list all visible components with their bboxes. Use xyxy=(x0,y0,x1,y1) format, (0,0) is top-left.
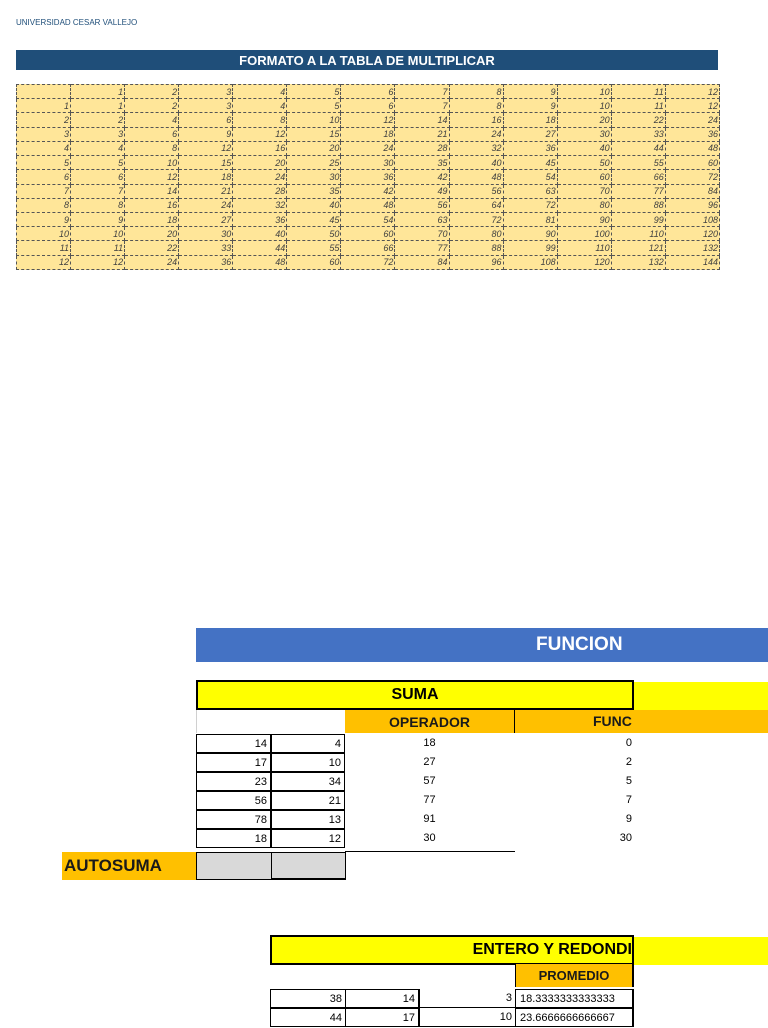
mult-cell[interactable]: 4 xyxy=(17,141,71,155)
mult-cell[interactable]: 7 xyxy=(395,99,449,113)
mult-cell[interactable]: 8 xyxy=(449,99,503,113)
mult-cell[interactable]: 64 xyxy=(449,198,503,212)
mult-cell[interactable]: 20 xyxy=(233,156,287,170)
mult-cell[interactable]: 49 xyxy=(395,184,449,198)
mult-cell[interactable]: 72 xyxy=(449,212,503,226)
suma-value-b[interactable]: 13 xyxy=(272,810,345,829)
mult-cell[interactable]: 66 xyxy=(611,170,665,184)
mult-cell[interactable]: 35 xyxy=(287,184,341,198)
mult-cell[interactable]: 3 xyxy=(17,127,71,141)
mult-cell[interactable]: 90 xyxy=(557,212,611,226)
mult-cell[interactable]: 4 xyxy=(125,113,179,127)
mult-cell[interactable]: 25 xyxy=(287,156,341,170)
mult-cell[interactable]: 50 xyxy=(557,156,611,170)
mult-cell[interactable]: 24 xyxy=(125,255,179,269)
suma-row xyxy=(196,772,636,791)
mult-cell[interactable]: 88 xyxy=(611,198,665,212)
mult-cell[interactable]: 110 xyxy=(557,241,611,255)
suma-value-b[interactable]: 21 xyxy=(272,791,345,810)
mult-cell[interactable]: 77 xyxy=(611,184,665,198)
header-blank-cell xyxy=(196,710,346,733)
mult-cell[interactable]: 10 xyxy=(287,113,341,127)
mult-cell[interactable]: 40 xyxy=(287,198,341,212)
mult-cell[interactable]: 14 xyxy=(395,113,449,127)
operador-result[interactable]: 18 xyxy=(423,737,436,749)
mult-cell[interactable]: 108 xyxy=(503,255,557,269)
mult-row xyxy=(17,255,720,269)
mult-cell[interactable]: 12 xyxy=(665,85,719,99)
mult-cell[interactable]: 99 xyxy=(503,241,557,255)
entero-row xyxy=(270,989,634,1008)
mult-cell[interactable]: 30 xyxy=(341,156,395,170)
mult-cell[interactable]: 1 xyxy=(71,99,125,113)
entero-value-b[interactable]: 14 xyxy=(346,989,420,1008)
mult-cell[interactable]: 80 xyxy=(557,198,611,212)
mult-cell[interactable]: 6 xyxy=(17,170,71,184)
suma-title-extension xyxy=(634,682,768,710)
mult-row xyxy=(17,170,720,184)
mult-cell[interactable]: 121 xyxy=(611,241,665,255)
mult-cell[interactable]: 11 xyxy=(71,241,125,255)
mult-cell[interactable]: 10 xyxy=(557,85,611,99)
operador-bottom-line xyxy=(345,851,515,852)
mult-cell[interactable]: 10 xyxy=(125,156,179,170)
mult-cell[interactable]: 6 xyxy=(341,85,395,99)
mult-cell[interactable]: 6 xyxy=(125,127,179,141)
mult-cell[interactable]: 6 xyxy=(179,113,233,127)
mult-cell[interactable]: 2 xyxy=(125,99,179,113)
mult-cell[interactable]: 70 xyxy=(557,184,611,198)
mult-cell[interactable]: 60 xyxy=(341,227,395,241)
mult-cell[interactable]: 16 xyxy=(125,198,179,212)
mult-cell[interactable]: 54 xyxy=(341,212,395,226)
suma-value-a[interactable]: 18 xyxy=(196,829,272,848)
funcion-result[interactable]: 5 xyxy=(625,775,632,787)
mult-cell[interactable]: 40 xyxy=(233,227,287,241)
entero-value-c[interactable]: 3 xyxy=(420,989,515,1008)
mult-cell[interactable]: 132 xyxy=(665,241,719,255)
entero-value-a[interactable]: 44 xyxy=(270,1008,346,1027)
mult-cell[interactable]: 11 xyxy=(611,99,665,113)
mult-cell[interactable]: 4 xyxy=(233,99,287,113)
mult-cell[interactable]: 10 xyxy=(17,227,71,241)
mult-cell[interactable]: 3 xyxy=(179,99,233,113)
suma-value-b[interactable]: 4 xyxy=(272,734,345,753)
mult-cell[interactable]: 42 xyxy=(395,170,449,184)
entero-title-extension xyxy=(634,937,768,965)
mult-cell[interactable]: 9 xyxy=(179,127,233,141)
mult-cell[interactable]: 24 xyxy=(233,170,287,184)
promedio-value[interactable]: 23.6666666666667 xyxy=(515,1008,634,1027)
mult-cell[interactable]: 24 xyxy=(179,198,233,212)
funcion-result[interactable]: 7 xyxy=(625,794,632,806)
mult-cell[interactable]: 22 xyxy=(125,241,179,255)
mult-row xyxy=(17,184,720,198)
mult-cell[interactable]: 6 xyxy=(341,99,395,113)
mult-cell[interactable]: 18 xyxy=(125,212,179,226)
mult-cell[interactable]: 120 xyxy=(557,255,611,269)
mult-cell[interactable]: 15 xyxy=(287,127,341,141)
mult-cell[interactable]: 108 xyxy=(665,212,719,226)
mult-cell[interactable]: 32 xyxy=(449,141,503,155)
mult-cell[interactable]: 81 xyxy=(503,212,557,226)
autosuma-cell-b[interactable] xyxy=(271,852,346,880)
mult-cell[interactable]: 96 xyxy=(449,255,503,269)
mult-cell[interactable]: 1 xyxy=(71,85,125,99)
mult-cell[interactable]: 2 xyxy=(125,85,179,99)
suma-value-a[interactable]: 14 xyxy=(196,734,272,753)
mult-cell[interactable] xyxy=(17,85,71,99)
mult-cell[interactable]: 5 xyxy=(17,156,71,170)
mult-cell[interactable]: 7 xyxy=(395,85,449,99)
mult-cell[interactable]: 9 xyxy=(503,85,557,99)
multiplication-table xyxy=(16,84,720,270)
mult-cell[interactable]: 54 xyxy=(503,170,557,184)
mult-cell[interactable]: 6 xyxy=(71,170,125,184)
mult-cell[interactable]: 9 xyxy=(71,212,125,226)
mult-cell[interactable]: 7 xyxy=(17,184,71,198)
mult-cell[interactable]: 20 xyxy=(125,227,179,241)
mult-cell[interactable]: 3 xyxy=(179,85,233,99)
mult-cell[interactable]: 63 xyxy=(503,184,557,198)
mult-cell[interactable]: 48 xyxy=(233,255,287,269)
mult-cell[interactable]: 2 xyxy=(17,113,71,127)
mult-cell[interactable]: 27 xyxy=(503,127,557,141)
mult-cell[interactable]: 27 xyxy=(179,212,233,226)
mult-cell[interactable]: 12 xyxy=(665,99,719,113)
entero-row xyxy=(270,1008,634,1027)
mult-cell[interactable]: 44 xyxy=(233,241,287,255)
mult-cell[interactable]: 60 xyxy=(557,170,611,184)
mult-cell[interactable]: 21 xyxy=(179,184,233,198)
mult-cell[interactable]: 1 xyxy=(17,99,71,113)
mult-cell[interactable]: 24 xyxy=(449,127,503,141)
mult-cell[interactable]: 12 xyxy=(125,170,179,184)
suma-value-a[interactable]: 23 xyxy=(196,772,272,791)
mult-cell[interactable]: 45 xyxy=(287,212,341,226)
operador-result[interactable]: 27 xyxy=(423,756,436,768)
mult-cell[interactable]: 72 xyxy=(503,198,557,212)
multiplication-table-title: FORMATO A LA TABLA DE MULTIPLICAR xyxy=(16,50,718,70)
mult-cell[interactable]: 18 xyxy=(503,113,557,127)
mult-cell[interactable]: 45 xyxy=(503,156,557,170)
mult-cell[interactable]: 132 xyxy=(611,255,665,269)
mult-cell[interactable]: 40 xyxy=(557,141,611,155)
mult-cell[interactable]: 60 xyxy=(287,255,341,269)
mult-cell[interactable]: 20 xyxy=(287,141,341,155)
mult-cell[interactable]: 28 xyxy=(395,141,449,155)
entero-value-c[interactable]: 10 xyxy=(420,1008,515,1027)
mult-cell[interactable]: 42 xyxy=(341,184,395,198)
mult-cell[interactable]: 55 xyxy=(287,241,341,255)
mult-cell[interactable]: 36 xyxy=(503,141,557,155)
mult-row xyxy=(17,241,720,255)
entero-redondeo-title xyxy=(270,935,634,965)
mult-cell[interactable]: 7 xyxy=(71,184,125,198)
mult-cell[interactable]: 30 xyxy=(179,227,233,241)
mult-cell[interactable]: 99 xyxy=(611,212,665,226)
mult-row xyxy=(17,127,720,141)
mult-cell[interactable]: 110 xyxy=(611,227,665,241)
mult-cell[interactable]: 5 xyxy=(287,99,341,113)
mult-cell[interactable]: 8 xyxy=(233,113,287,127)
mult-cell[interactable]: 50 xyxy=(287,227,341,241)
mult-cell[interactable]: 66 xyxy=(341,241,395,255)
entero-redondeo-title-label: ENTERO Y REDONDI xyxy=(472,941,632,958)
operador-result[interactable]: 30 xyxy=(423,832,436,844)
mult-row xyxy=(17,113,720,127)
mult-cell[interactable]: 15 xyxy=(179,156,233,170)
mult-cell[interactable]: 56 xyxy=(449,184,503,198)
mult-cell[interactable]: 8 xyxy=(71,198,125,212)
mult-cell[interactable]: 8 xyxy=(125,141,179,155)
autosuma-cell-a[interactable] xyxy=(196,852,272,880)
mult-cell[interactable]: 72 xyxy=(665,170,719,184)
mult-cell[interactable]: 33 xyxy=(611,127,665,141)
suma-value-b[interactable]: 12 xyxy=(272,829,345,848)
mult-cell[interactable]: 12 xyxy=(71,255,125,269)
mult-cell[interactable]: 40 xyxy=(449,156,503,170)
mult-cell[interactable]: 18 xyxy=(179,170,233,184)
mult-cell[interactable]: 24 xyxy=(341,141,395,155)
mult-cell[interactable]: 5 xyxy=(71,156,125,170)
suma-row xyxy=(196,791,636,810)
suma-row xyxy=(196,753,636,772)
funciones-banner xyxy=(196,628,768,662)
mult-cell[interactable]: 10 xyxy=(557,99,611,113)
mult-cell[interactable]: 77 xyxy=(395,241,449,255)
suma-title: SUMA xyxy=(196,680,634,710)
mult-cell[interactable]: 4 xyxy=(233,85,287,99)
mult-cell[interactable]: 48 xyxy=(341,198,395,212)
funcion-header-extension xyxy=(634,710,768,733)
mult-cell[interactable]: 100 xyxy=(557,227,611,241)
mult-cell[interactable]: 12 xyxy=(179,141,233,155)
mult-cell[interactable]: 70 xyxy=(395,227,449,241)
mult-cell[interactable]: 48 xyxy=(665,141,719,155)
entero-value-a[interactable]: 38 xyxy=(270,989,346,1008)
funcion-result[interactable]: 9 xyxy=(625,813,632,825)
mult-cell[interactable]: 60 xyxy=(665,156,719,170)
mult-cell[interactable]: 16 xyxy=(449,113,503,127)
mult-cell[interactable]: 16 xyxy=(233,141,287,155)
funcion-result[interactable]: 0 xyxy=(625,737,632,749)
mult-cell[interactable]: 30 xyxy=(287,170,341,184)
mult-cell[interactable]: 36 xyxy=(665,127,719,141)
mult-cell[interactable]: 36 xyxy=(233,212,287,226)
mult-cell[interactable]: 84 xyxy=(395,255,449,269)
mult-cell[interactable]: 90 xyxy=(503,227,557,241)
mult-cell[interactable]: 55 xyxy=(611,156,665,170)
mult-cell[interactable]: 35 xyxy=(395,156,449,170)
mult-cell[interactable]: 56 xyxy=(395,198,449,212)
funcion-header-label: FUNC xyxy=(593,713,632,729)
mult-row xyxy=(17,156,720,170)
operador-result[interactable]: 91 xyxy=(423,813,436,825)
mult-cell[interactable]: 88 xyxy=(449,241,503,255)
suma-value-a[interactable]: 56 xyxy=(196,791,272,810)
mult-cell[interactable]: 120 xyxy=(665,227,719,241)
mult-row xyxy=(17,99,720,113)
mult-cell[interactable]: 2 xyxy=(71,113,125,127)
operador-result[interactable]: 77 xyxy=(423,794,436,806)
promedio-value[interactable]: 18.3333333333333 xyxy=(515,989,634,1008)
mult-row xyxy=(17,141,720,155)
autosuma-label: AUTOSUMA xyxy=(62,852,196,880)
mult-cell[interactable]: 20 xyxy=(557,113,611,127)
mult-cell[interactable]: 5 xyxy=(287,85,341,99)
funcion-result[interactable]: 2 xyxy=(625,756,632,768)
mult-cell[interactable]: 11 xyxy=(17,241,71,255)
mult-cell[interactable]: 33 xyxy=(179,241,233,255)
mult-cell[interactable]: 48 xyxy=(449,170,503,184)
mult-cell[interactable]: 44 xyxy=(611,141,665,155)
mult-cell[interactable]: 21 xyxy=(395,127,449,141)
mult-cell[interactable]: 36 xyxy=(341,170,395,184)
mult-header-row xyxy=(17,85,720,99)
suma-row xyxy=(196,810,636,829)
operador-result[interactable]: 57 xyxy=(423,775,436,787)
mult-cell[interactable]: 9 xyxy=(17,212,71,226)
suma-row xyxy=(196,734,636,753)
operador-header: OPERADOR xyxy=(345,710,515,733)
mult-cell[interactable]: 32 xyxy=(233,198,287,212)
mult-cell[interactable]: 3 xyxy=(71,127,125,141)
mult-cell[interactable]: 72 xyxy=(341,255,395,269)
mult-cell[interactable]: 36 xyxy=(179,255,233,269)
suma-value-a[interactable]: 17 xyxy=(196,753,272,772)
mult-cell[interactable]: 8 xyxy=(17,198,71,212)
mult-row xyxy=(17,198,720,212)
mult-cell[interactable]: 12 xyxy=(233,127,287,141)
suma-row xyxy=(196,829,636,848)
university-name: UNIVERSIDAD CESAR VALLEJO xyxy=(16,18,138,27)
mult-cell[interactable]: 14 xyxy=(125,184,179,198)
mult-cell[interactable]: 84 xyxy=(665,184,719,198)
mult-cell[interactable]: 24 xyxy=(665,113,719,127)
mult-cell[interactable]: 28 xyxy=(233,184,287,198)
mult-cell[interactable]: 8 xyxy=(449,85,503,99)
suma-value-b[interactable]: 34 xyxy=(272,772,345,791)
mult-cell[interactable]: 30 xyxy=(557,127,611,141)
mult-cell[interactable]: 144 xyxy=(665,255,719,269)
mult-cell[interactable]: 10 xyxy=(71,227,125,241)
mult-cell[interactable]: 96 xyxy=(665,198,719,212)
mult-row xyxy=(17,212,720,226)
suma-value-b[interactable]: 10 xyxy=(272,753,345,772)
funcion-result[interactable]: 30 xyxy=(619,832,632,844)
mult-cell[interactable]: 11 xyxy=(611,85,665,99)
suma-value-a[interactable]: 78 xyxy=(196,810,272,829)
mult-cell[interactable]: 4 xyxy=(71,141,125,155)
mult-cell[interactable]: 12 xyxy=(17,255,71,269)
mult-row xyxy=(17,227,720,241)
mult-cell[interactable]: 9 xyxy=(503,99,557,113)
funciones-banner-label: FUNCION xyxy=(536,634,623,655)
mult-cell[interactable]: 22 xyxy=(611,113,665,127)
funcion-header xyxy=(515,710,634,733)
mult-cell[interactable]: 63 xyxy=(395,212,449,226)
mult-cell[interactable]: 18 xyxy=(341,127,395,141)
mult-cell[interactable]: 12 xyxy=(341,113,395,127)
promedio-header: PROMEDIO xyxy=(515,964,634,987)
entero-value-b[interactable]: 17 xyxy=(346,1008,420,1027)
mult-cell[interactable]: 80 xyxy=(449,227,503,241)
